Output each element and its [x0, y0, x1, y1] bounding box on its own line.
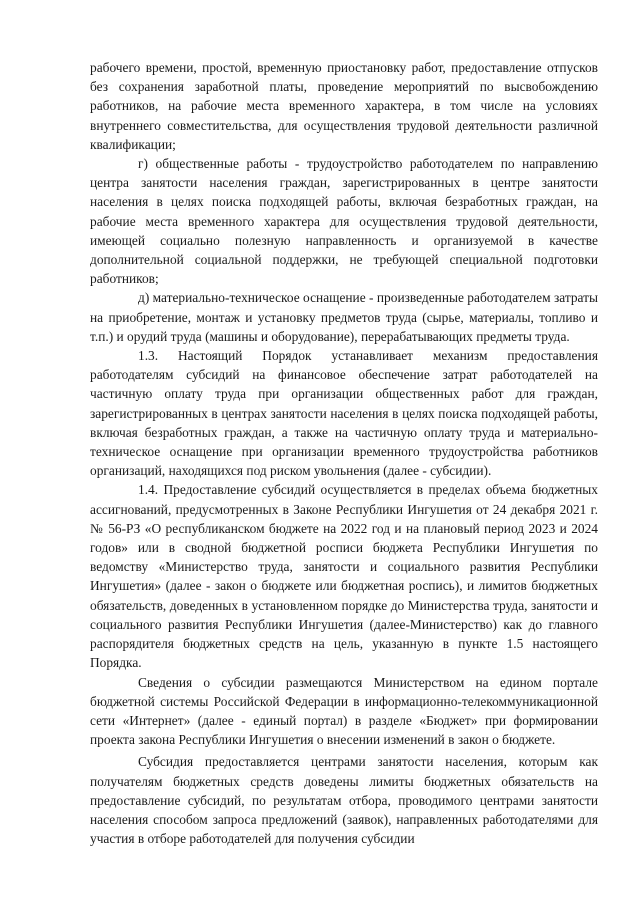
paragraph-continuation: рабочего времени, простой, временную приостановку работ, предоставление отпусков без сохранения заработной платы, проведение мероприятий по высвобождению работников, на рабочие места временного характера, в том числе на условиях внутреннего совместительства, для осуществления трудовой деятельности различной квалификации; — [90, 60, 598, 152]
paragraph-1-3: 1.3. Настоящий Порядок устанавливает механизм предоставления работодателям субсидий на финансовое обеспечение затрат работодателей на частичную оплату труда при организации общественных работ для граждан, зарегистрированных в центрах занятости населения в целях поиска подходящей работы, включая безработных граждан, а также на частичную оплату труда и материально-техническое оснащение при организации временного трудоустройства работников организаций, находящихся под риском увольнения (далее - субсидии). — [90, 348, 598, 479]
paragraph-subsidiya: Субсидия предоставляется центрами занятости населения, которым как получателям бюджетных средств доведены лимиты бюджетных обязательств на предоставление субсидий, по результатам отбора, проводимого центрами занятости населения способом запроса предложений (заявок), направленных работодателями для участия в отборе работодателей для получения субсидии — [90, 754, 598, 847]
paragraph-svedeniya: Сведения о субсидии размещаются Министерством на едином портале бюджетной системы Российской Федерации в информационно-телекоммуникационной сети «Интернет» (далее - единый портал) в разделе «Бюджет» при формировании проекта закона Республики Ингушетия о внесении изменений в закон о бюджете. — [90, 674, 598, 748]
document-page — [90, 58, 598, 848]
paragraph-1-4: 1.4. Предоставление субсидий осуществляется в пределах объема бюджетных ассигнований, предусмотренных в Законе Республики Ингушетия от 24 декабря 2021 г. № 56-РЗ «О республиканском бюджете на 2022 год и на плановый период 2023 и 2024 годов» или в сводной бюджетной росписи бюджета Республики Ингушетия по ведомству «Министерство труда, занятости и социального развития Республики Ингушетия» (далее - закон о бюджете или бюджетная роспись), и лимитов бюджетных обязательств, доведенных в установленном порядке до Министерства труда, занятости и социального развития Республики Ингушетия (далее-Министерство) как до главного распорядителя бюджетных средств на цель, указанную в пункте 1.5 настоящего Порядка. — [90, 482, 598, 671]
paragraph-item-g: г) общественные работы - трудоустройство работодателем по направлению центра занятости населения граждан, зарегистрированных в центре занятости населения в целях поиска подходящей работы, включая безработных граждан, на рабочие места временного характера для осуществления трудовой деятельности, имеющей социально полезную направленность и организуемой в качестве дополнительной социальной поддержки, не требующей специальной подготовки работников; — [90, 156, 598, 287]
paragraph-item-d: д) материально-техническое оснащение - произведенные работодателем затраты на приобретение, монтаж и установку предметов труда (сырье, материалы, топливо и т.п.) и орудий труда (машины и оборудование), перерабатывающих предметы труда. — [90, 290, 598, 344]
